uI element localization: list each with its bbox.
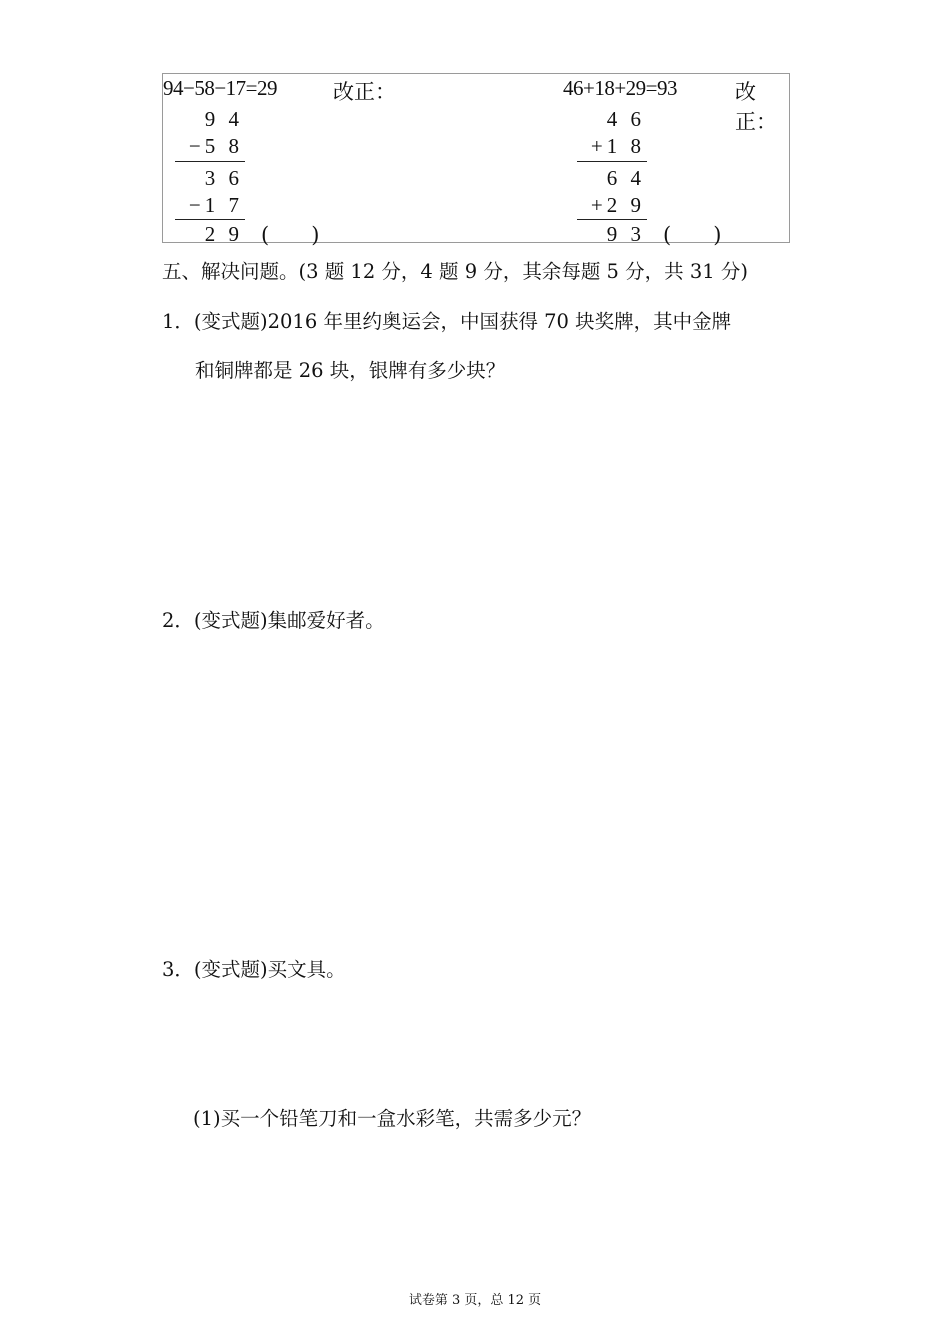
question-2: 2．(变式题)集邮爱好者。 — [162, 609, 385, 632]
left-calc-row-4: −1 7 — [188, 193, 243, 217]
left-calc-rule-2 — [175, 219, 245, 220]
right-calc-row-5: 9 3 — [606, 222, 645, 246]
left-calc-row-5: 2 9 — [204, 222, 243, 246]
left-calc-row-3: 3 6 — [204, 166, 243, 190]
section-heading: 五、解决问题。(3 题 12 分，4 题 9 分，其余每题 5 分，共 31 分) — [162, 260, 748, 283]
left-calc-row-1: 9 4 — [204, 107, 243, 131]
right-calc-row-4: +2 9 — [590, 193, 645, 217]
question-1-line-2: 和铜牌都是 26 块，银牌有多少块？ — [195, 359, 506, 382]
right-calc-row-2: +1 8 — [590, 134, 645, 158]
right-correct-label: 改正： — [735, 80, 777, 134]
question-3: 3．(变式题)买文具。 — [162, 958, 346, 981]
left-equation: 94−58−17=29 — [163, 76, 278, 100]
right-answer-paren[interactable]: ( ) — [663, 223, 722, 247]
correction-box — [162, 73, 790, 247]
right-calc-row-3: 6 4 — [606, 166, 645, 190]
left-calc-rule-1 — [175, 161, 245, 162]
left-answer-paren[interactable]: ( ) — [261, 223, 320, 247]
right-calc-row-1: 4 6 — [606, 107, 645, 131]
page-footer: 试卷第 3 页，总 12 页 — [408, 1293, 542, 1308]
question-1-line-1: 1．(变式题)2016 年里约奥运会，中国获得 70 块奖牌，其中金牌 — [162, 310, 732, 333]
right-equation: 46+18+29=93 — [563, 76, 678, 100]
right-calc-rule-1 — [577, 161, 647, 162]
left-correct-label: 改正： — [333, 80, 396, 104]
question-3-sub-1: (1)买一个铅笔刀和一盒水彩笔，共需多少元？ — [193, 1107, 592, 1130]
right-calc-rule-2 — [577, 219, 647, 220]
left-calc-row-2: −5 8 — [188, 134, 243, 158]
